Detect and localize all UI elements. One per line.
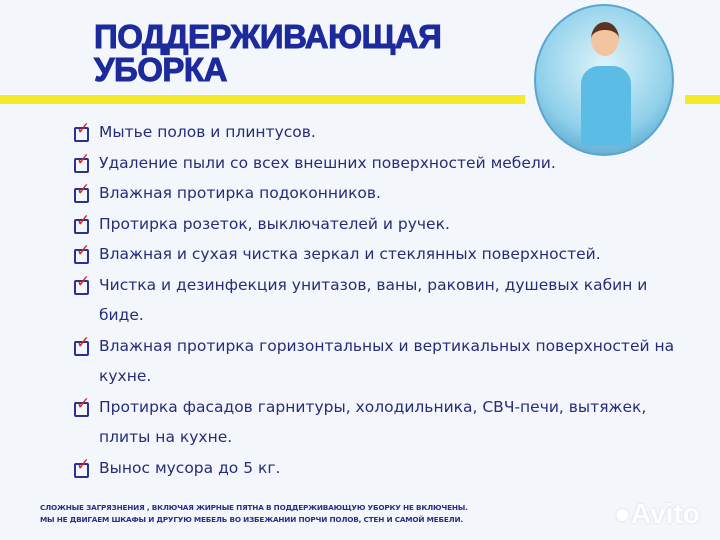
avito-watermark: ●Avito — [614, 498, 700, 529]
list-item — [74, 239, 694, 270]
list-item — [74, 117, 694, 148]
title-line-2: УБОРКА — [94, 51, 227, 88]
list-item-text: Чистка и дезинфекция унитазов, ваны, раковин, душевых кабин и биде. — [99, 275, 648, 324]
list-item-text: Протирка фасадов гарнитуры, холодильника, СВЧ-печи, вытяжек, плиты на кухне. — [99, 397, 647, 446]
list-item — [74, 331, 694, 392]
page-title — [94, 20, 441, 86]
yellow-divider-right — [685, 95, 720, 104]
list-item — [74, 392, 694, 453]
list-item — [74, 148, 694, 179]
list-item-text: Мытье полов и плинтусов. — [99, 123, 316, 141]
yellow-divider — [0, 95, 525, 104]
footer-note — [40, 502, 468, 526]
list-item-text: Влажная и сухая чистка зеркал и стеклянных поверхностей. — [99, 245, 601, 263]
checkbox-checked-icon: ✓ — [74, 338, 92, 356]
checkbox-checked-icon: ✓ — [74, 124, 92, 142]
footer-line-1: СЛОЖНЫЕ ЗАГРЯЗНЕНИЯ , ВКЛЮЧАЯ ЖИРНЫЕ ПЯТНА В ПОДДЕРЖИВАЮЩУЮ УБОРКУ НЕ ВКЛЮЧЕНЫ. — [40, 503, 468, 512]
list-item-text: Влажная протирка горизонтальных и вертикальных поверхностей на кухне. — [99, 336, 675, 385]
checkbox-checked-icon: ✓ — [74, 216, 92, 234]
list-item-text: Вынос мусора до 5 кг. — [99, 458, 281, 477]
list-item — [74, 270, 694, 331]
list-item — [74, 453, 694, 484]
footer-line-2: МЫ НЕ ДВИГАЕМ ШКАФЫ И ДРУГУЮ МЕБЕЛЬ ВО ИЗБЕЖАНИИ ПОРЧИ ПОЛОВ, СТЕН И САМОЙ МЕБЕЛИ. — [40, 515, 463, 524]
checkbox-checked-icon: ✓ — [74, 399, 92, 417]
checkbox-checked-icon: ✓ — [74, 460, 92, 478]
checkbox-checked-icon: ✓ — [74, 246, 92, 264]
checkbox-checked-icon: ✓ — [74, 277, 92, 295]
checkbox-checked-icon: ✓ — [74, 155, 92, 173]
service-list — [74, 117, 694, 483]
title-line-1: ПОДДЕРЖИВАЮЩАЯ — [94, 18, 442, 55]
list-item-text: Влажная протирка подоконников. — [99, 184, 381, 202]
checkbox-checked-icon: ✓ — [74, 185, 92, 203]
list-item-text: Протирка розеток, выключателей и ручек. — [99, 214, 450, 233]
list-item — [74, 178, 694, 209]
list-item-text: Удаление пыли со всех внешних поверхностей мебели. — [99, 153, 556, 172]
list-item — [74, 209, 694, 240]
